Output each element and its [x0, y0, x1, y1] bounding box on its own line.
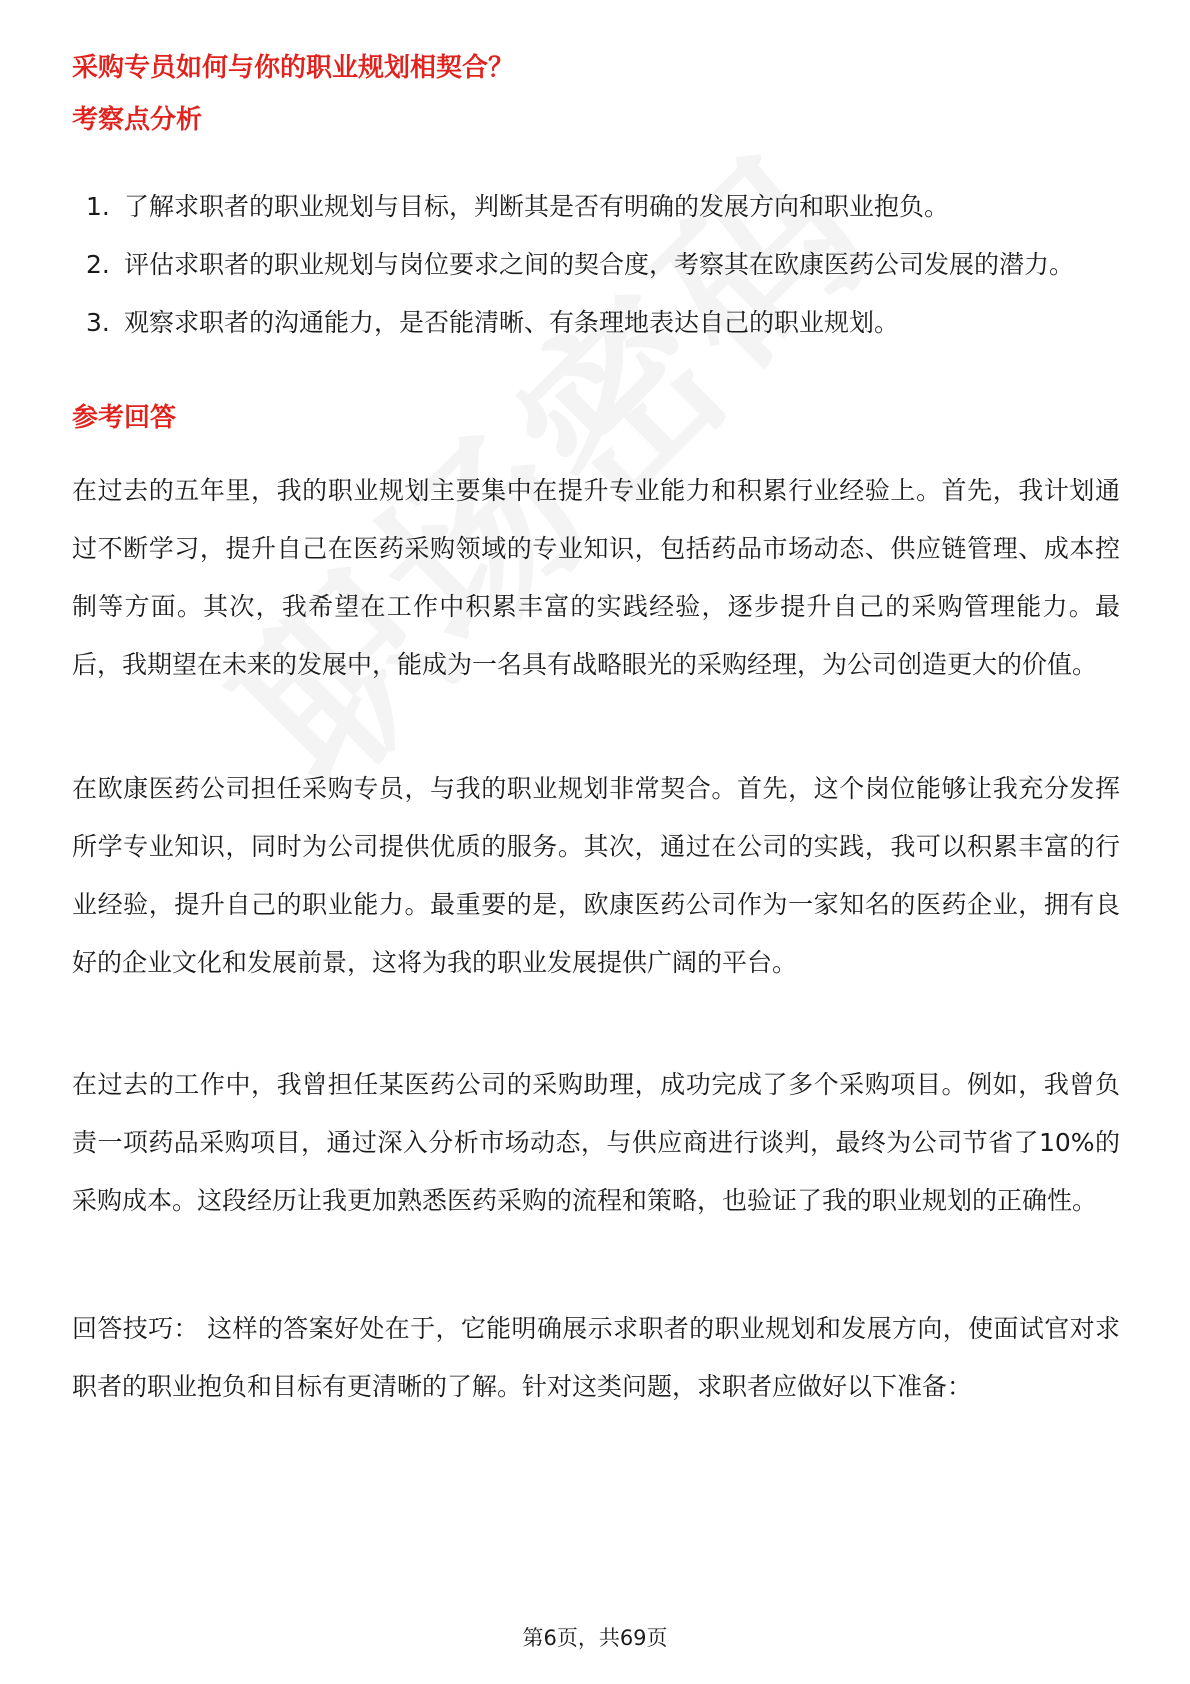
list-item-text: 评估求职者的职业规划与岗位要求之间的契合度，考察其在欧康医药公司发展的潜力。 [124, 250, 1075, 279]
list-item-text: 观察求职者的沟通能力，是否能清晰、有条理地表达自己的职业规划。 [124, 308, 900, 337]
answer-paragraph: 在过去的五年里，我的职业规划主要集中在提升专业能力和积累行业经验上。首先，我计划通过不断学习，提升自己在医药采购领域的专业知识，包括药品市场动态、供应链管理、成本控制等方面。其次，我希望在工作中积累丰富的实践经验，逐步提升自己的采购管理能力。最后，我期望在未来的发展中，能成为一名具有战略眼光的采购经理，为公司创造更大的价值。 [72, 476, 1120, 679]
analysis-list [72, 178, 1122, 352]
answer-paragraph: 在过去的工作中，我曾担任某医药公司的采购助理，成功完成了多个采购项目。例如，我曾负责一项药品采购项目，通过深入分析市场动态，与供应商进行谈判，最终为公司节省了10%的采购成本。这段经历让我更加熟悉医药采购的流程和策略，也验证了我的职业规划的正确性。 [72, 1070, 1120, 1215]
question-title: 采购专员如何与你的职业规划相契合？ [72, 53, 515, 83]
answer-tips-paragraph: 回答技巧： 这样的答案好处在于，它能明确展示求职者的职业规划和发展方向，使面试官对求职者的职业抱负和目标有更清晰的了解。针对这类问题，求职者应做好以下准备： [72, 1314, 1120, 1401]
list-item [72, 236, 1122, 294]
answer-paragraph: 在欧康医药公司担任采购专员，与我的职业规划非常契合。首先，这个岗位能够让我充分发挥所学专业知识，同时为公司提供优质的服务。其次，通过在公司的实践，我可以积累丰富的行业经验，提升自己的职业能力。最重要的是，欧康医药公司作为一家知名的医药企业，拥有良好的企业文化和发展前景，这将为我的职业发展提供广阔的平台。 [72, 774, 1120, 977]
analysis-heading: 考察点分析 [72, 105, 203, 135]
list-item-number: 3. [86, 308, 110, 337]
answer-heading: 参考回答 [72, 403, 177, 433]
list-item-text: 了解求职者的职业规划与目标，判断其是否有明确的发展方向和职业抱负。 [124, 192, 950, 221]
list-item-number: 2. [86, 250, 110, 279]
list-item [72, 294, 1122, 352]
page-number-footer: 第6页，共69页 [522, 1626, 668, 1650]
list-item [72, 178, 1122, 236]
list-item-number: 1. [86, 192, 110, 221]
